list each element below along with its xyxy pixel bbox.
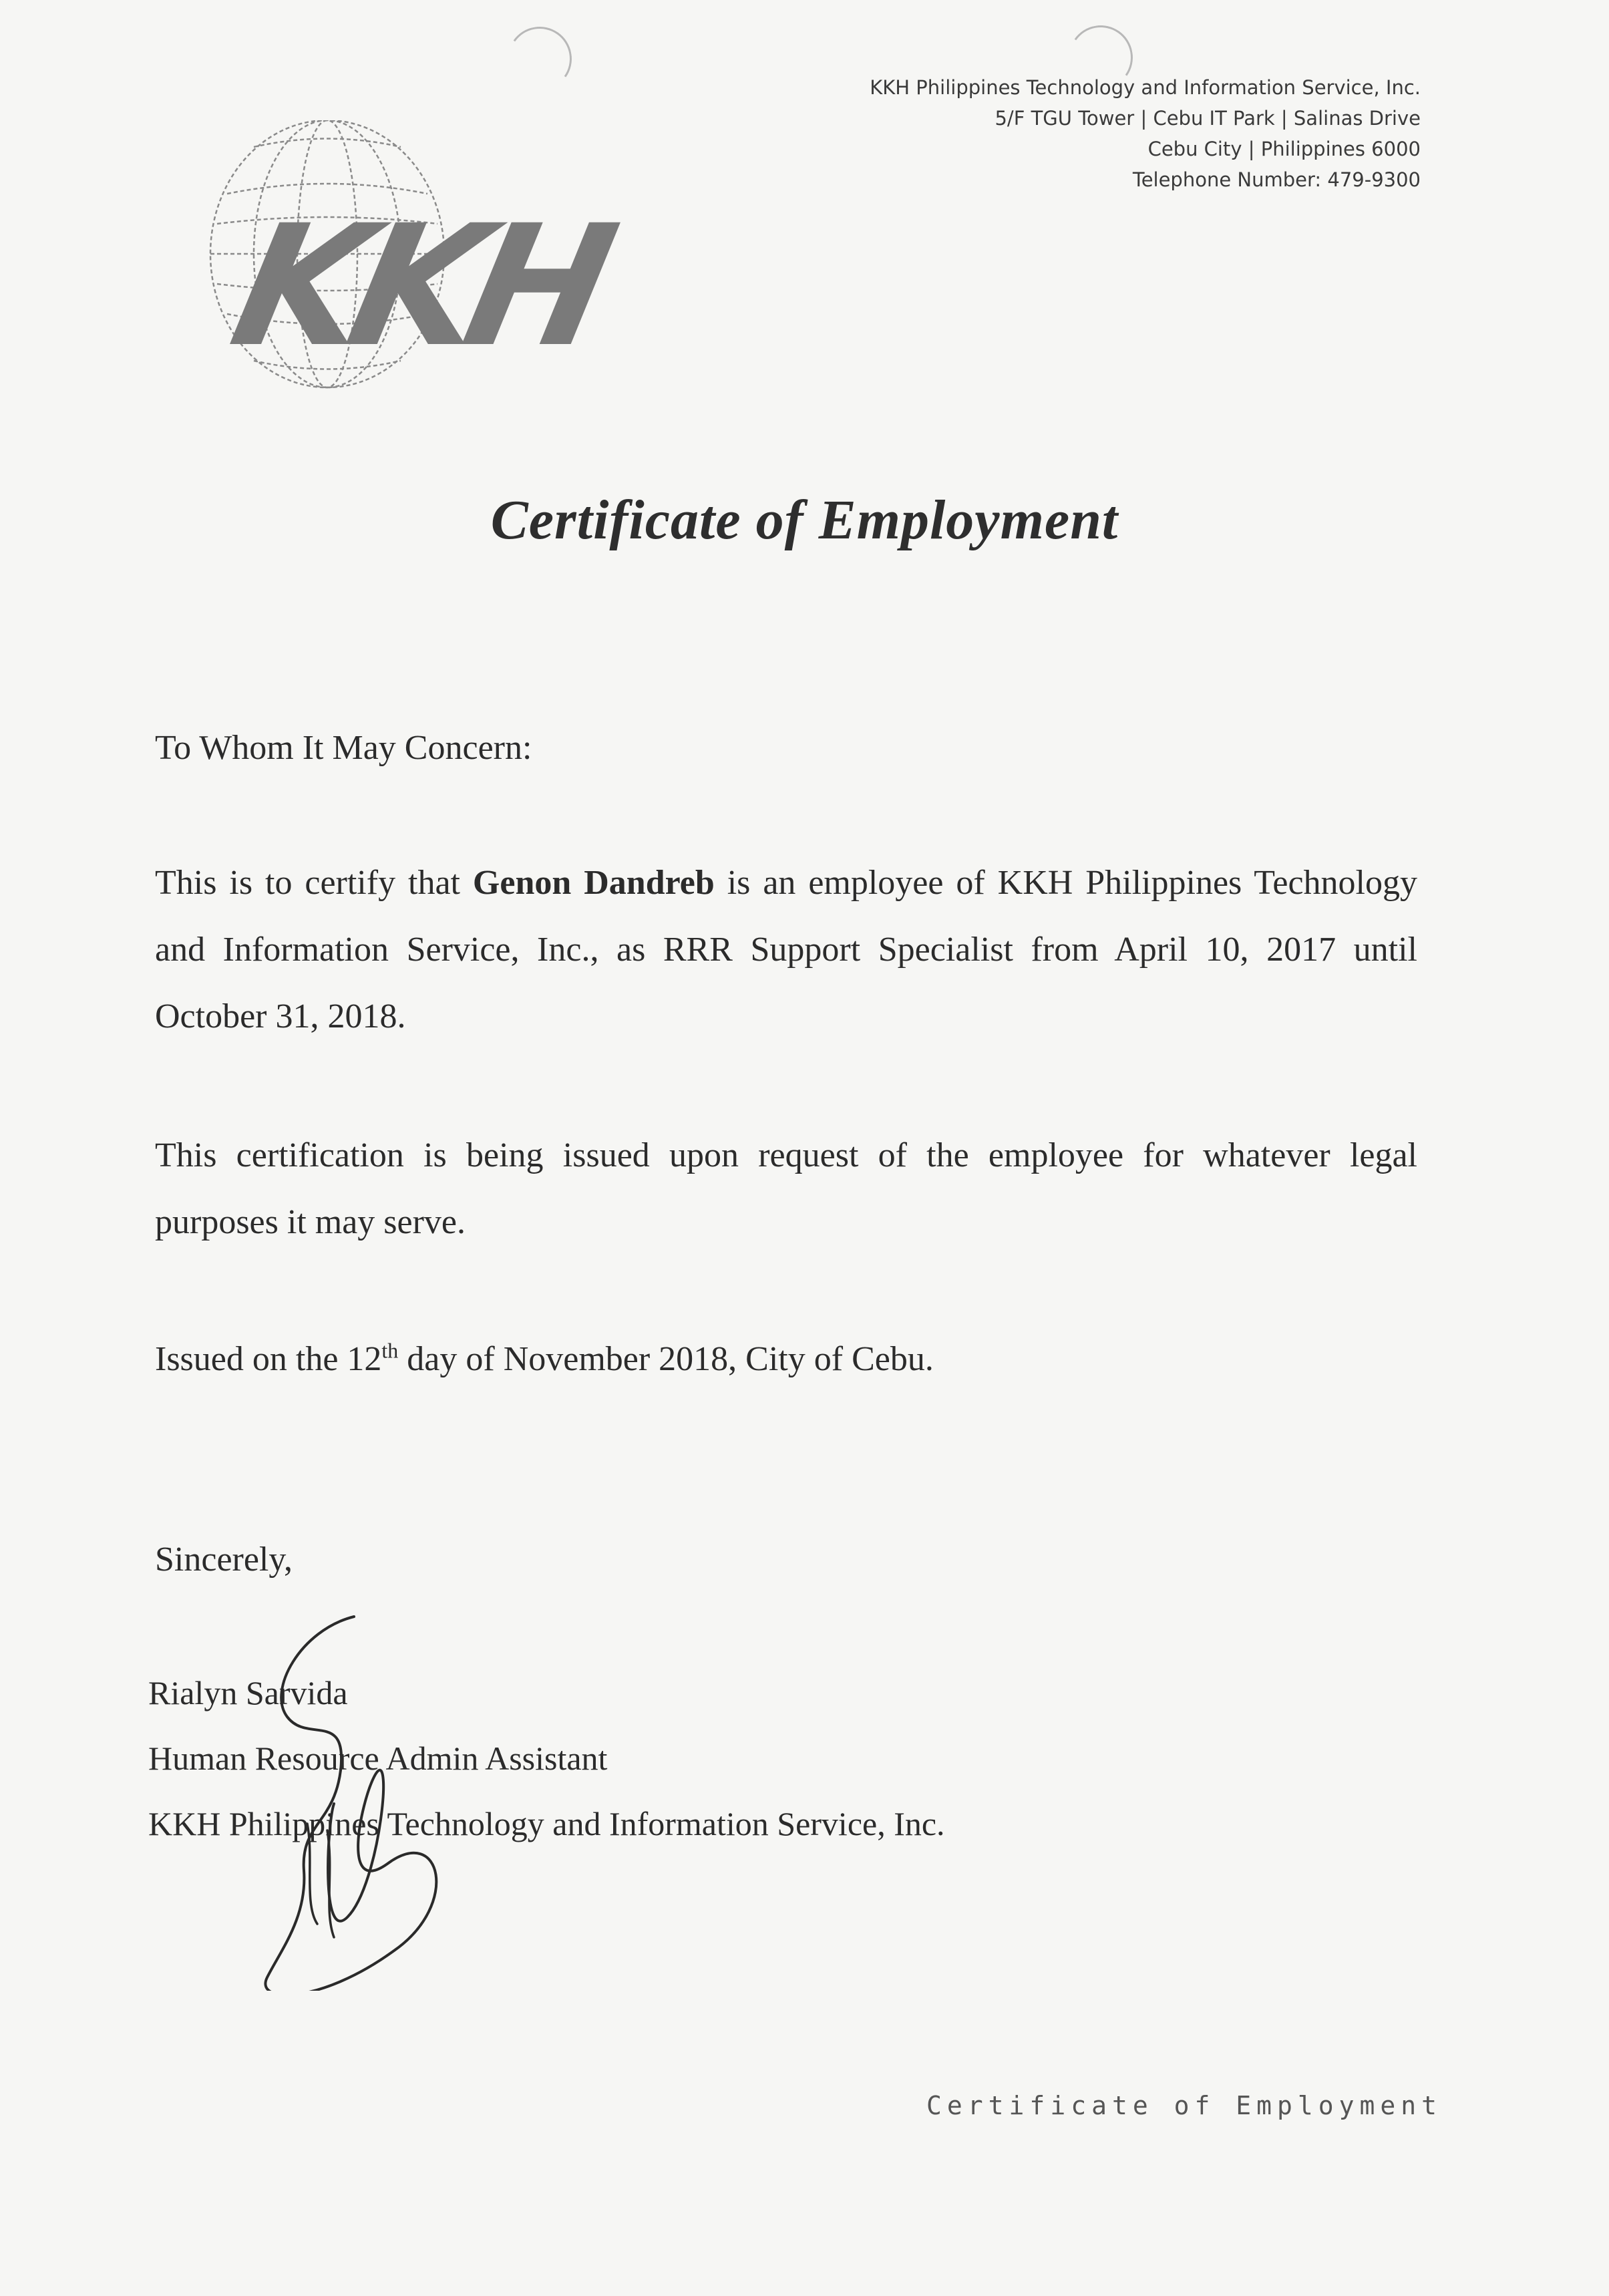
company-logo (187, 120, 695, 414)
issued-suffix: day of November 2018, City of Cebu. (398, 1340, 934, 1378)
employee-name: Genon Dandreb (472, 864, 715, 902)
handwritten-signature (240, 1603, 481, 1991)
closing: Sincerely, (155, 1540, 293, 1579)
purpose-paragraph: This certification is being issued upon request of the employee for whatever legal purposes it may serve. (155, 1136, 1417, 1241)
document-title: Certificate of Employment (490, 489, 1119, 551)
footer-label: Certificate of Employment (926, 2091, 1442, 2120)
signatory-company: KKH Philippines Technology and Information Service, Inc. (148, 1805, 945, 1842)
para1-intro: This is to certify that (155, 864, 473, 902)
issued-date-line (155, 1326, 1417, 1393)
company-name-line: KKH Philippines Technology and Information Service, Inc. (870, 76, 1421, 99)
company-address-header (870, 72, 1421, 195)
issued-ordinal: th (381, 1338, 399, 1363)
city-line: Cebu City | Philippines 6000 (1147, 138, 1421, 160)
telephone-line: Telephone Number: 479-9300 (1132, 168, 1421, 191)
issued-prefix: Issued on the 12 (155, 1340, 382, 1378)
certification-paragraph (155, 850, 1417, 1050)
salutation: To Whom It May Concern: (155, 729, 532, 767)
para1-rest: is an employee of KKH Philippines Technology and Information Service, Inc., as RRR Support Specialist from April 10, 2017 until October 31, 2018. (155, 864, 1418, 1035)
address-line: 5/F TGU Tower | Cebu IT Park | Salinas Drive (995, 107, 1421, 130)
punch-hole-left (502, 21, 576, 96)
logo-wordmark: KKH (218, 188, 618, 384)
signatory-position: Human Resource Admin Assistant (148, 1740, 608, 1777)
signatory-name: Rialyn Sarvida (148, 1674, 348, 1711)
